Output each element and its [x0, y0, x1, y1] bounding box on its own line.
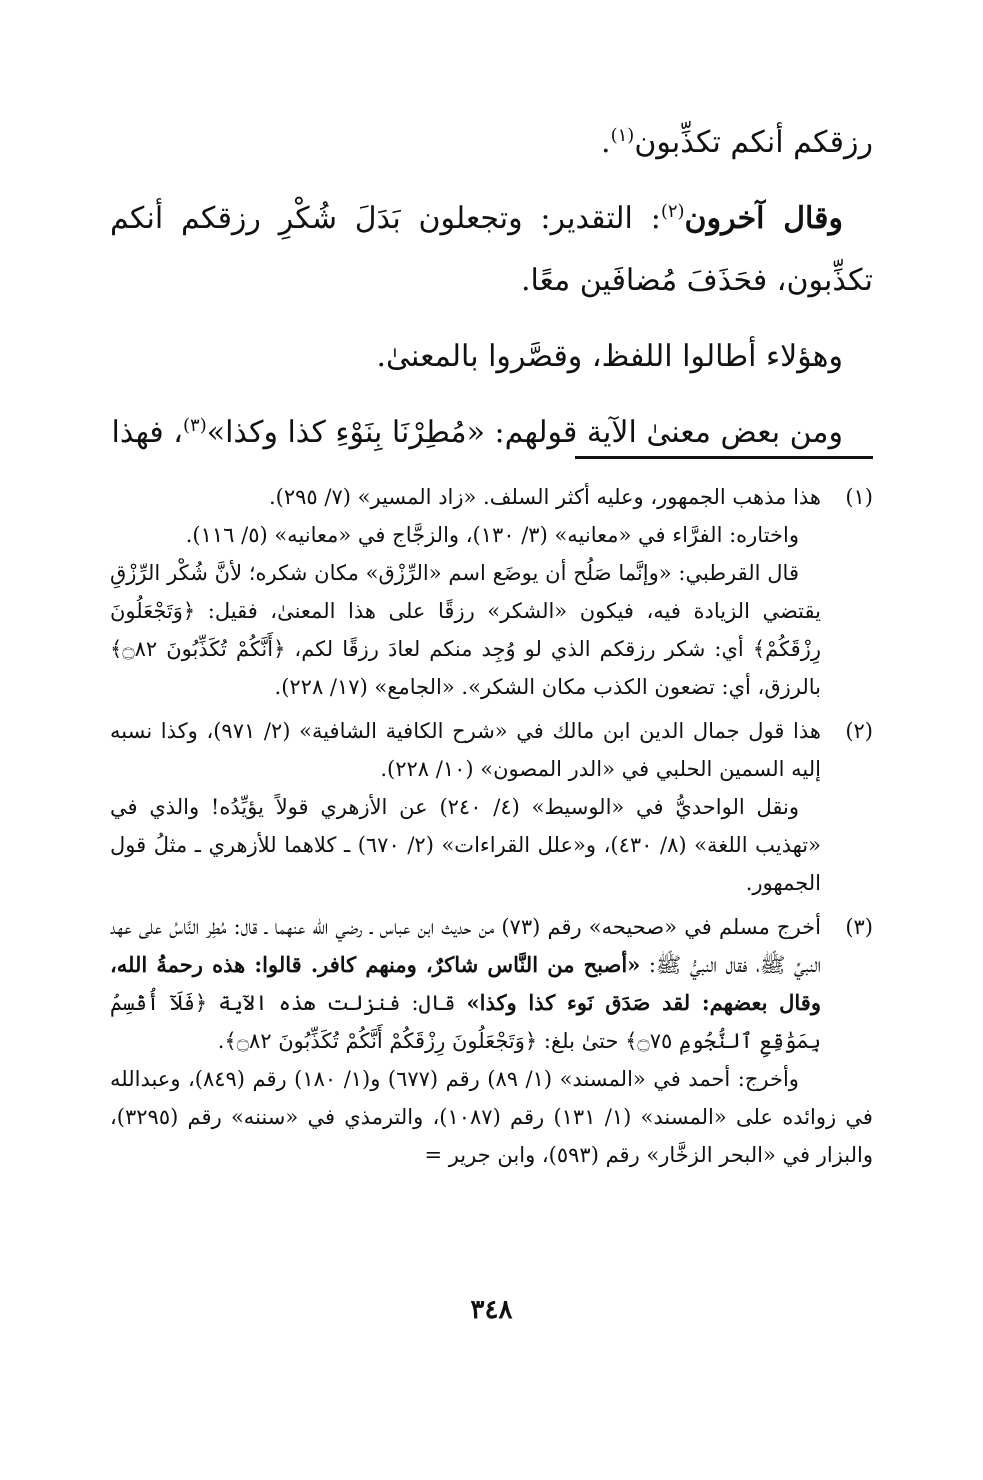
- main-paragraph-4: [110, 402, 873, 464]
- footnote-number: (١): [845, 485, 873, 509]
- footnote-1: [110, 478, 873, 706]
- footnote-ref-2[interactable]: (٢): [660, 201, 685, 222]
- footnote-ref-1[interactable]: (١): [610, 125, 635, 146]
- footnote-text: أخرج مسلم في «صحيحه» رقم (٧٣) من حديث ابن عباس ـ رضي الله عنهما ـ قال: مُطِر النَّاسُ على عهد النبيِّ ﷺ، فقال النبيُّ ﷺ:: [110, 915, 821, 977]
- footnote-line: وأخرج: أحمد في «المسند» (١/ ٨٩) رقم (٦٧٧) و(١/ ١٨٠) رقم (٨٤٩)، وعبدالله في زوائده على «المسند» (١/ ١٣١) رقم (١٠٨٧)، والترمذي في «سننه» رقم (٣٢٩٥)، والبزار في «البحر الزخَّار» رقم (٥٩٣)، وابن جرير =: [110, 1067, 873, 1167]
- paragraph-lead: وقال آخرون: [684, 201, 843, 236]
- hadith-quote: «أصبح من النَّاس شاكرٌ، ومنهم كافر. قالوا: هذه رحمةُ الله، وقال بعضهم: لقد صَدَق نَوء كذا وكذا»: [110, 952, 821, 1015]
- footnote-line: هذا مذهب الجمهور، وعليه أكثر السلف. «زاد المسير» (٧/ ٢٩٥).: [269, 485, 821, 509]
- footnote-text: قال: فنزلت هذه الآية ﴿فَلَآ أُقْسِمُ بِمَوَٰقِعِ ٱلنُّجُومِ ۝٧٥﴾ حتىٰ بلغ: ﴿وَتَجْعَلُونَ رِزْقَكُمْ أَنَّكُمْ تُكَذِّبُونَ ۝٨٢﴾.: [110, 991, 821, 1053]
- footnote-separator: [575, 456, 873, 459]
- main-paragraph-2: [110, 188, 873, 312]
- footnote-line: واختاره: الفرَّاء في «معانيه» (٣/ ١٣٠)، والزجَّاج في «معانيه» (٥/ ١١٦).: [185, 523, 799, 547]
- footnote-number: (٣): [845, 915, 873, 939]
- main-paragraph-1: [110, 112, 873, 174]
- paragraph-text: : التقدير: وتجعلون بَدَلَ شُكْرِ رزقكم أنكم تكذِّبون، فحَذَفَ مُضافَين معًا.: [110, 201, 873, 298]
- main-text: [110, 112, 873, 464]
- footnote-number: (٢): [845, 719, 873, 743]
- footnotes: [110, 478, 873, 1174]
- footnote-line: قال القرطبي: «وإنَّما صَلُح أن يوضَع اسم «الرِّزْق» مكان شكره؛ لأنَّ شُكْر الرِّزْقِ يقتضي الزيادة فيه، فيكون «الشكر» رزقًا على هذا المعنىٰ، فقيل: ﴿وَتَجْعَلُونَ رِزْقَكُمْ﴾ أي: شكر رزقكم الذي لو وُجِد منكم لعادَ رزقًا لكم، ﴿أَنَّكُمْ تُكَذِّبُونَ ۝٨٢﴾ بالرزق، أي: تضعون الكذب مكان الشكر». «الجامع» (١٧/ ٢٢٨).: [110, 561, 821, 699]
- footnote-line: ونقل الواحديُّ في «الوسيط» (٤/ ٢٤٠) عن الأزهري قولاً يؤيِّدُه! والذي في «تهذيب اللغة» (٨/ ٤٣٠)، و«علل القراءات» (٢/ ٦٧٠) ـ كلاهما للأزهري ـ مثلُ قول الجمهور.: [110, 795, 821, 895]
- footnote-3: [110, 908, 873, 1174]
- page-number: ٣٤٨: [470, 1295, 513, 1325]
- footnote-2: [110, 712, 873, 902]
- paragraph-text: ومن بعض معنىٰ الآية قولهم: «مُطِرْنَا بِنَوْءِ كذا وكذا»: [206, 415, 843, 450]
- paragraph-end: ، فهذا: [111, 415, 183, 450]
- footnote-line: [110, 908, 821, 1060]
- footnote-line: هذا قول جمال الدين ابن مالك في «شرح الكافية الشافية» (٢/ ٩٧١)، وكذا نسبه إليه السمين الحلبي في «الدر المصون» (١٠/ ٢٢٨).: [110, 719, 821, 781]
- paragraph-text: رزقكم أنكم تكذِّبون: [634, 125, 873, 160]
- paragraph-end: .: [601, 125, 611, 160]
- main-paragraph-3: وهؤلاء أطالوا اللفظ، وقصَّروا بالمعنىٰ.: [376, 339, 843, 374]
- footnote-ref-3[interactable]: (٣): [182, 415, 207, 436]
